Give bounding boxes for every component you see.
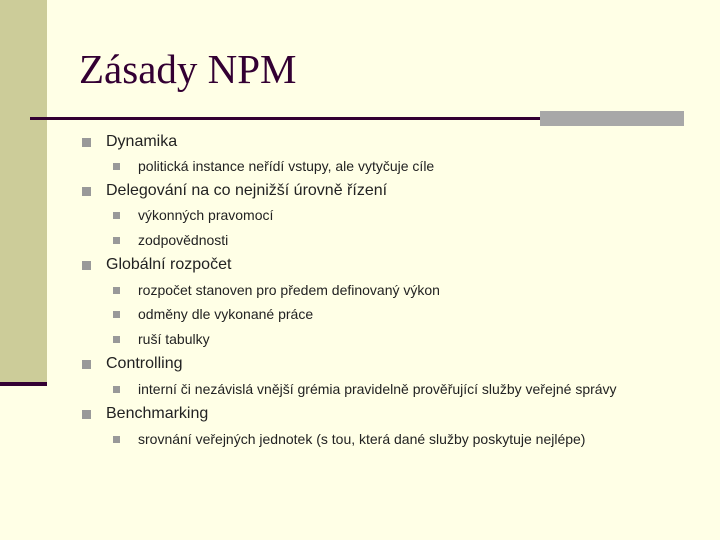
bullet-item-label: Delegování na co nejnižší úrovně řízení [106, 182, 388, 199]
title-rule-light [540, 111, 684, 126]
square-bullet-icon [113, 386, 120, 393]
sub-bullet-item-label: výkonných pravomocí [138, 207, 274, 223]
sub-bullet-item-label: interní či nezávislá vnější grémia pravidelně prověřující služby veřejné správy [138, 381, 617, 397]
sub-bullet-item [113, 380, 617, 398]
sub-bullet-item-label: zodpovědnosti [138, 232, 229, 248]
bullet-item [82, 255, 231, 275]
sub-bullet-item-label: ruší tabulky [138, 331, 210, 347]
sub-bullet-item [113, 157, 434, 175]
sub-bullet-item [113, 430, 585, 448]
sub-bullet-item [113, 281, 440, 299]
bullet-item-label: Dynamika [106, 133, 178, 150]
square-bullet-icon [113, 336, 120, 343]
sub-bullet-item [113, 231, 228, 249]
bullet-item [82, 132, 177, 152]
title-rule-dark [30, 117, 540, 120]
side-decoration-bar [0, 0, 47, 382]
sub-bullet-item-label: odměny dle vykonané práce [138, 306, 314, 322]
sub-bullet-item-label: politická instance neřídí vstupy, ale vytyčuje cíle [138, 158, 435, 174]
square-bullet-icon [113, 311, 120, 318]
side-decoration-accent [0, 382, 47, 386]
square-bullet-icon [82, 138, 91, 147]
bullet-item-label: Benchmarking [106, 405, 209, 422]
square-bullet-icon [82, 261, 91, 270]
bullet-item [82, 404, 208, 424]
bullet-item-label: Controlling [106, 355, 183, 372]
slide-title: Zásady NPM [79, 46, 297, 92]
square-bullet-icon [113, 212, 120, 219]
square-bullet-icon [113, 287, 120, 294]
sub-bullet-item-label: rozpočet stanoven pro předem definovaný výkon [138, 282, 440, 298]
bullet-item [82, 354, 182, 374]
square-bullet-icon [82, 410, 91, 419]
sub-bullet-item [113, 206, 273, 224]
square-bullet-icon [113, 237, 120, 244]
sub-bullet-item [113, 305, 313, 323]
square-bullet-icon [113, 163, 120, 170]
square-bullet-icon [82, 187, 91, 196]
sub-bullet-item [113, 330, 210, 348]
bullet-item [82, 181, 387, 201]
square-bullet-icon [82, 360, 91, 369]
square-bullet-icon [113, 436, 120, 443]
bullet-item-label: Globální rozpočet [106, 256, 232, 273]
sub-bullet-item-label: srovnání veřejných jednotek (s tou, která dané služby poskytuje nejlépe) [138, 431, 586, 447]
